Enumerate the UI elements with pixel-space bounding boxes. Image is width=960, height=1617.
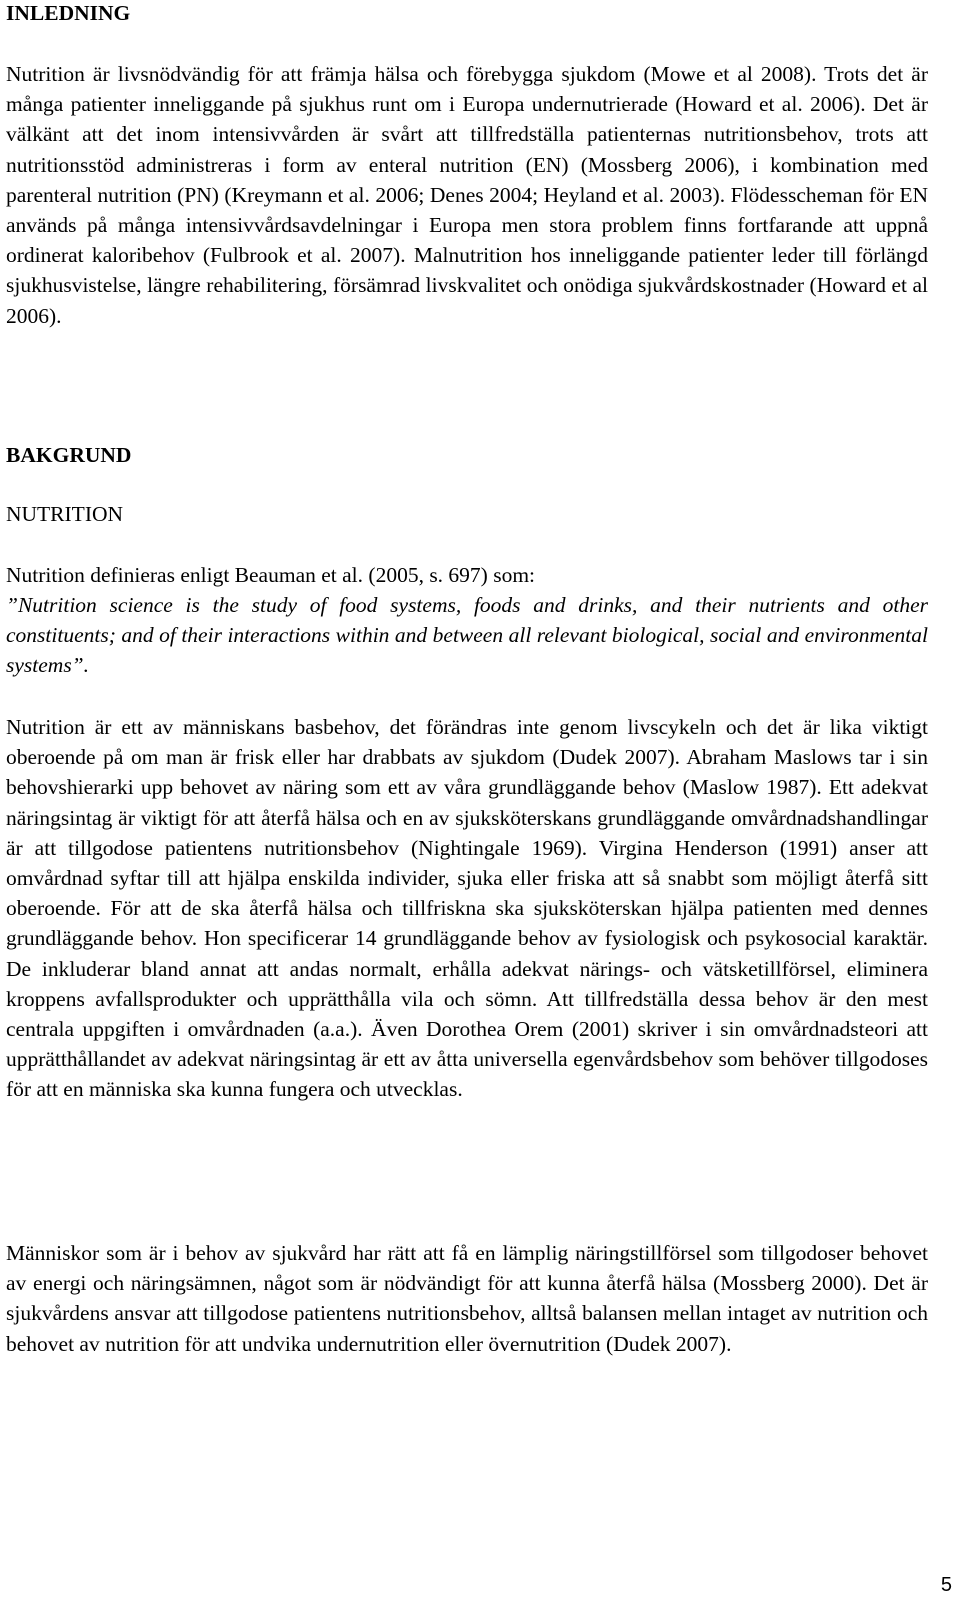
heading-inledning: INLEDNING — [6, 1, 131, 25]
page-number: 5 — [940, 1574, 952, 1596]
heading-bakgrund: BAKGRUND — [6, 443, 132, 467]
intro-paragraph: Nutrition är livsnödvändig för att främja hälsa och förebygga sjukdom (Mowe et al 2008). Trots det är många patienter inneliggande på sjukhus runt om i Europa undernutrierade (Howard et al. 2006). Det är välkänt att det inom intensivvården är svårt att tillfredställa patienternas nutritionsbehov, trots att nutritionsstöd administreras i form av enteral nutrition (EN) (Mossberg 2006), i kombination med parenteral nutrition (PN) (Kreymann et al. 2006; Denes 2004; Heyland et al. 2003). Flödesscheman för EN används på många intensivvårdsavdelningar i Europa men stora problem finns fortfarande att uppnå ordinerat kaloribehov (Fulbrook et al. 2007). Malnutrition hos inneliggande patienter leder till förlängd sjukhusvistelse, längre rehabilitering, försämrad livskvalitet och onödiga sjukvårdskostnader (Howard et al 2006). — [6, 62, 928, 328]
paragraph-basic-needs: Nutrition är ett av människans basbehov, det förändras inte genom livscykeln och det är lika viktigt oberoende på om man är frisk eller har drabbats av sjukdom (Dudek 2007). Abraham Maslows tar i sin behovshierarki upp behovet av näring som ett av våra grundläggande behov (Maslow 1987). Ett adekvat näringsintag är viktigt för att återfå hälsa och en av sjuksköterskans grundläggande omvårdnadshandlingar är att tillgodose patientens nutritionsbehov (Nightingale 1969). Virgina Henderson (1991) anser att omvårdnad syftar till att hjälpa enskilda individer, sjuka eller friska att så snabbt som möjligt återfå sitt oberoende. För att de ska återfå hälsa och tillfriskna ska sjuksköterskan hjälpa patienten med dennes grundläggande behov. Hon specificerar 14 grundläggande behov av fysiologisk och psykosocial karaktär. De inkluderar bland annat att andas normalt, erhålla adekvat närings- och vätsketillförsel, eliminera kroppens avfallsprodukter och upprätthålla vila och sömn. Att tillfredställa dessa behov är den mest centrala uppgiften i omvårdnaden (a.a.). Även Dorothea Orem (2001) skriver i sin omvårdnadsteori att upprätthållandet av adekvat näringsintag är ett av åtta universella egenvårdsbehov som behöver tillgodoses för att en människa ska kunna fungera och utvecklas. — [6, 715, 928, 1102]
definition-intro: Nutrition definieras enligt Beauman et al. (2005, s. 697) som: — [6, 563, 536, 587]
paragraph-care-responsibility: Människor som är i behov av sjukvård har rätt att få en lämplig näringstillförsel som tillgodoser behovet av energi och näringsämnen, något som är nödvändigt för att kunna återfå hälsa (Mossberg 2000). Det är sjukvårdens ansvar att tillgodose patientens nutritionsbehov, alltså balansen mellan intaget av nutrition och behovet av nutrition för att undvika undernutrition eller övernutrition (Dudek 2007). — [6, 1241, 928, 1356]
subheading-nutrition: NUTRITION — [6, 502, 124, 526]
definition-quote: ”Nutrition science is the study of food systems, foods and drinks, and their nutrients and other constituents; and of their interactions within and between all relevant biological, social and environmental systems”. — [6, 593, 928, 678]
